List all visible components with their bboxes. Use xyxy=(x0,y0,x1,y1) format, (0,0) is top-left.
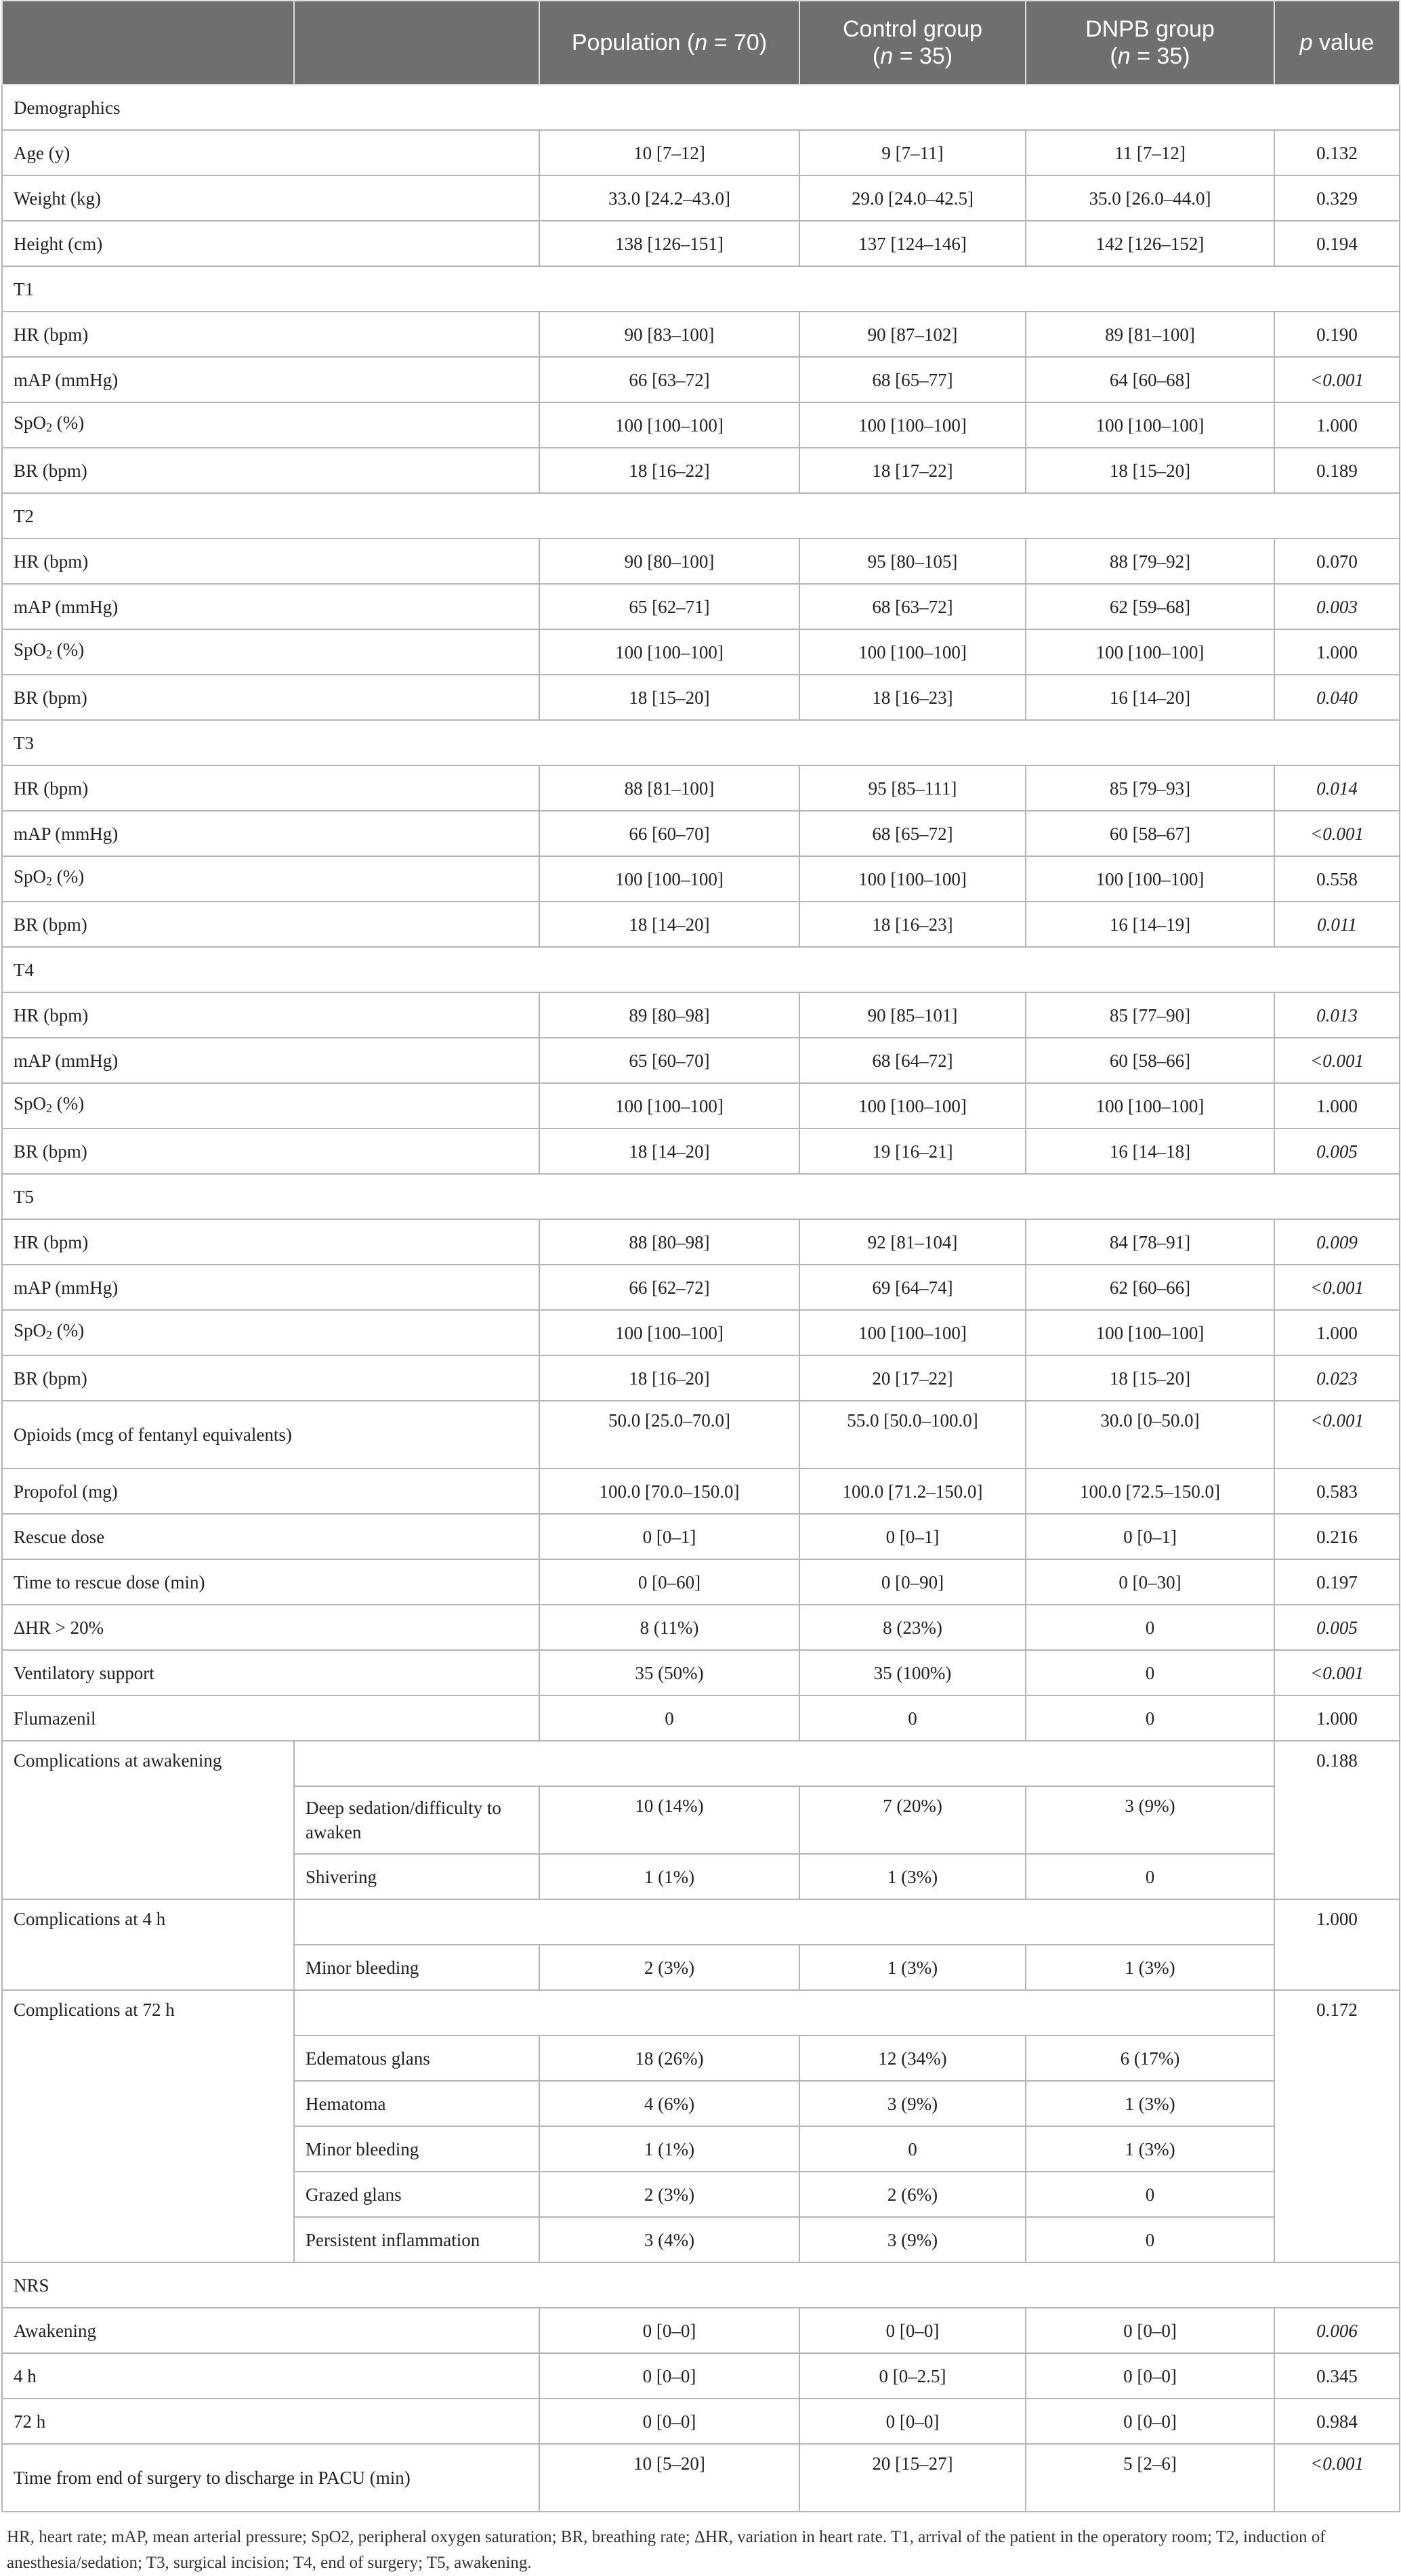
table-footnote: HR, heart rate; mAP, mean arterial pressure; SpO2, peripheral oxygen saturation; BR, breathing rate; ΔHR, variation in heart rate. T1, arrival of the patient in the operatory room; T2, induction of anesthesia/sedation; T3, surgical incision; T4, end of surgery; T5, awakening. xyxy=(7,2528,1326,2572)
cell-dnpb: 62 [59–68] xyxy=(1026,584,1274,629)
table-row xyxy=(2,448,1400,493)
cell-pvalue: 0.188 xyxy=(1274,1741,1400,1899)
cell-pvalue: 0.070 xyxy=(1274,539,1400,584)
cell-population: 35 (50%) xyxy=(539,1650,799,1695)
cell-pvalue: 0.013 xyxy=(1274,992,1400,1038)
cell-control: 20 [15–27] xyxy=(799,2444,1026,2512)
section-label: T3 xyxy=(2,720,1400,765)
row-label: HR (bpm) xyxy=(2,765,539,811)
cell-dnpb: 0 xyxy=(1026,2217,1274,2262)
table-row xyxy=(2,1265,1400,1310)
cell-population: 0 [0–0] xyxy=(539,2308,799,2353)
row-label: HR (bpm) xyxy=(2,312,539,357)
cell-population: 88 [81–100] xyxy=(539,765,799,811)
table-row xyxy=(2,1695,1400,1741)
table-row xyxy=(2,1128,1400,1174)
header-blank-2 xyxy=(294,1,539,85)
cell-pvalue: 0.006 xyxy=(1274,2308,1400,2353)
cell-control: 1 (3%) xyxy=(799,1854,1026,1899)
row-label: mAP (mmHg) xyxy=(2,811,539,856)
row-label: SpO$_2$ (%) xyxy=(2,1083,539,1128)
table-row xyxy=(2,539,1400,584)
cell-population: 2 (3%) xyxy=(539,1945,799,1990)
cell-population: 66 [62–72] xyxy=(539,1265,799,1310)
cell-pvalue: 0.190 xyxy=(1274,312,1400,357)
cell-pvalue: 0.005 xyxy=(1274,1128,1400,1174)
cell-dnpb: 62 [60–66] xyxy=(1026,1265,1274,1310)
cell-control: 95 [80–105] xyxy=(799,539,1026,584)
cell-population: 0 xyxy=(539,1695,799,1741)
cell-population: 1 (1%) xyxy=(539,2126,799,2172)
cell-population: 18 [14–20] xyxy=(539,902,799,947)
section-row xyxy=(2,1174,1400,1219)
table-row xyxy=(2,1469,1400,1514)
cell-control: 90 [85–101] xyxy=(799,992,1026,1038)
cell-dnpb: 3 (9%) xyxy=(1026,1786,1274,1854)
cell-pvalue: 0.194 xyxy=(1274,221,1400,266)
cell-dnpb: 0 [0–1] xyxy=(1026,1514,1274,1559)
cell-population: 100 [100–100] xyxy=(539,629,799,675)
cell-dnpb: 18 [15–20] xyxy=(1026,448,1274,493)
cell-dnpb: 6 (17%) xyxy=(1026,2035,1274,2081)
table-row xyxy=(2,2353,1400,2399)
row-label: Grazed glans xyxy=(294,2172,539,2217)
row-label: Minor bleeding xyxy=(294,1945,539,1990)
cell-dnpb: 0 [0–0] xyxy=(1026,2353,1274,2399)
cell-pvalue: <0.001 xyxy=(1274,1401,1400,1469)
row-label: 4 h xyxy=(2,2353,539,2399)
cell-control: 3 (9%) xyxy=(799,2217,1026,2262)
cell-control: 100 [100–100] xyxy=(799,1310,1026,1355)
row-label: HR (bpm) xyxy=(2,539,539,584)
cell-population: 88 [80–98] xyxy=(539,1219,799,1265)
cell-population: 100 [100–100] xyxy=(539,402,799,448)
cell-control: 7 (20%) xyxy=(799,1786,1026,1854)
row-label: Ventilatory support xyxy=(2,1650,539,1695)
row-label: BR (bpm) xyxy=(2,448,539,493)
table-row xyxy=(2,2308,1400,2353)
section-label: T5 xyxy=(2,1174,1400,1219)
group-row xyxy=(2,1899,1400,1945)
row-label: Persistent inflammation xyxy=(294,2217,539,2262)
table-row xyxy=(2,1219,1400,1265)
cell-population: 0 [0–0] xyxy=(539,2353,799,2399)
cell-pvalue: 0.189 xyxy=(1274,448,1400,493)
row-label: ΔHR > 20% xyxy=(2,1605,539,1650)
row-label: Shivering xyxy=(294,1854,539,1899)
group-blank xyxy=(294,1990,1274,2035)
cell-dnpb: 16 [14–20] xyxy=(1026,675,1274,720)
cell-dnpb: 60 [58–66] xyxy=(1026,1038,1274,1083)
row-label: Age (y) xyxy=(2,130,539,175)
cell-population: 18 [16–22] xyxy=(539,448,799,493)
cell-dnpb: 16 [14–18] xyxy=(1026,1128,1274,1174)
cell-control: 29.0 [24.0–42.5] xyxy=(799,175,1026,221)
row-label: 72 h xyxy=(2,2399,539,2444)
cell-control: 69 [64–74] xyxy=(799,1265,1026,1310)
cell-dnpb: 30.0 [0–50.0] xyxy=(1026,1401,1274,1469)
cell-pvalue: <0.001 xyxy=(1274,1650,1400,1695)
cell-control: 20 [17–22] xyxy=(799,1355,1026,1401)
section-row xyxy=(2,493,1400,539)
cell-control: 18 [17–22] xyxy=(799,448,1026,493)
row-label: Propofol (mg) xyxy=(2,1469,539,1514)
cell-pvalue: 0.132 xyxy=(1274,130,1400,175)
cell-dnpb: 88 [79–92] xyxy=(1026,539,1274,584)
cell-population: 100 [100–100] xyxy=(539,1310,799,1355)
cell-control: 92 [81–104] xyxy=(799,1219,1026,1265)
table-row xyxy=(2,1514,1400,1559)
cell-pvalue: 1.000 xyxy=(1274,629,1400,675)
cell-dnpb: 100 [100–100] xyxy=(1026,629,1274,675)
cell-population: 89 [80–98] xyxy=(539,992,799,1038)
cell-dnpb: 142 [126–152] xyxy=(1026,221,1274,266)
row-label: Edematous glans xyxy=(294,2035,539,2081)
cell-control: 68 [64–72] xyxy=(799,1038,1026,1083)
row-label: Opioids (mcg of fentanyl equivalents) xyxy=(2,1401,539,1469)
cell-dnpb: 100 [100–100] xyxy=(1026,1310,1274,1355)
row-label: mAP (mmHg) xyxy=(2,1038,539,1083)
cell-pvalue: 0.011 xyxy=(1274,902,1400,947)
table-row xyxy=(2,1559,1400,1605)
row-label: HR (bpm) xyxy=(2,1219,539,1265)
cell-pvalue: 0.005 xyxy=(1274,1605,1400,1650)
cell-dnpb: 100 [100–100] xyxy=(1026,402,1274,448)
cell-control: 68 [65–77] xyxy=(799,357,1026,402)
cell-population: 50.0 [25.0–70.0] xyxy=(539,1401,799,1469)
cell-population: 33.0 [24.2–43.0] xyxy=(539,175,799,221)
group-label: Complications at 4 h xyxy=(2,1899,294,1990)
cell-pvalue: 1.000 xyxy=(1274,1310,1400,1355)
header-population: Population (n = 70) xyxy=(539,1,799,85)
group-blank xyxy=(294,1741,1274,1786)
cell-pvalue: 0.345 xyxy=(1274,2353,1400,2399)
cell-population: 66 [60–70] xyxy=(539,811,799,856)
cell-dnpb: 0 xyxy=(1026,1695,1274,1741)
cell-population: 10 (14%) xyxy=(539,1786,799,1854)
table-row xyxy=(2,1401,1400,1469)
row-label: Deep sedation/difficulty to awaken xyxy=(294,1786,539,1854)
cell-control: 1 (3%) xyxy=(799,1945,1026,1990)
cell-control: 19 [16–21] xyxy=(799,1128,1026,1174)
row-label: Weight (kg) xyxy=(2,175,539,221)
cell-control: 0 [0–0] xyxy=(799,2308,1026,2353)
row-label: BR (bpm) xyxy=(2,1128,539,1174)
cell-pvalue: 0.014 xyxy=(1274,765,1400,811)
table-row xyxy=(2,357,1400,402)
cell-pvalue: 1.000 xyxy=(1274,1083,1400,1128)
row-label: HR (bpm) xyxy=(2,992,539,1038)
cell-control: 9 [7–11] xyxy=(799,130,1026,175)
row-label: mAP (mmHg) xyxy=(2,357,539,402)
cell-pvalue: 0.583 xyxy=(1274,1469,1400,1514)
cell-dnpb: 0 xyxy=(1026,1650,1274,1695)
row-label: Minor bleeding xyxy=(294,2126,539,2172)
group-row xyxy=(2,1990,1400,2035)
cell-control: 100.0 [71.2–150.0] xyxy=(799,1469,1026,1514)
table-body xyxy=(2,85,1400,2512)
cell-dnpb: 100.0 [72.5–150.0] xyxy=(1026,1469,1274,1514)
cell-dnpb: 5 [2–6] xyxy=(1026,2444,1274,2512)
section-label: T1 xyxy=(2,266,1400,312)
cell-population: 1 (1%) xyxy=(539,1854,799,1899)
cell-control: 100 [100–100] xyxy=(799,402,1026,448)
cell-dnpb: 16 [14–19] xyxy=(1026,902,1274,947)
cell-population: 90 [83–100] xyxy=(539,312,799,357)
cell-control: 18 [16–23] xyxy=(799,675,1026,720)
cell-control: 18 [16–23] xyxy=(799,902,1026,947)
table-row xyxy=(2,1650,1400,1695)
cell-pvalue: 0.216 xyxy=(1274,1514,1400,1559)
cell-control: 0 [0–1] xyxy=(799,1514,1026,1559)
cell-population: 65 [60–70] xyxy=(539,1038,799,1083)
cell-pvalue: <0.001 xyxy=(1274,1265,1400,1310)
cell-population: 66 [63–72] xyxy=(539,357,799,402)
section-row xyxy=(2,720,1400,765)
cell-pvalue: 0.558 xyxy=(1274,856,1400,902)
results-table xyxy=(1,0,1400,2512)
row-label: SpO$_2$ (%) xyxy=(2,402,539,448)
cell-dnpb: 35.0 [26.0–44.0] xyxy=(1026,175,1274,221)
cell-pvalue: <0.001 xyxy=(1274,357,1400,402)
cell-dnpb: 84 [78–91] xyxy=(1026,1219,1274,1265)
table-row xyxy=(2,992,1400,1038)
table-row xyxy=(2,902,1400,947)
table-row xyxy=(2,675,1400,720)
row-label: Awakening xyxy=(2,2308,539,2353)
section-row xyxy=(2,947,1400,992)
row-label: SpO$_2$ (%) xyxy=(2,1310,539,1355)
row-label: Flumazenil xyxy=(2,1695,539,1741)
cell-population: 65 [62–71] xyxy=(539,584,799,629)
table-header xyxy=(2,1,1400,85)
group-label: Complications at 72 h xyxy=(2,1990,294,2262)
cell-dnpb: 100 [100–100] xyxy=(1026,856,1274,902)
row-label: Rescue dose xyxy=(2,1514,539,1559)
table-row xyxy=(2,175,1400,221)
row-label: mAP (mmHg) xyxy=(2,1265,539,1310)
cell-control: 12 (34%) xyxy=(799,2035,1026,2081)
cell-dnpb: 89 [81–100] xyxy=(1026,312,1274,357)
cell-control: 8 (23%) xyxy=(799,1605,1026,1650)
cell-pvalue: <0.001 xyxy=(1274,1038,1400,1083)
group-blank xyxy=(294,1899,1274,1945)
cell-dnpb: 64 [60–68] xyxy=(1026,357,1274,402)
cell-pvalue: 1.000 xyxy=(1274,402,1400,448)
cell-population: 18 [15–20] xyxy=(539,675,799,720)
cell-dnpb: 0 [0–0] xyxy=(1026,2399,1274,2444)
cell-dnpb: 60 [58–67] xyxy=(1026,811,1274,856)
row-label: SpO$_2$ (%) xyxy=(2,629,539,675)
cell-population: 0 [0–60] xyxy=(539,1559,799,1605)
cell-control: 100 [100–100] xyxy=(799,856,1026,902)
cell-population: 8 (11%) xyxy=(539,1605,799,1650)
header-dnpb: DNPB group (n = 35) xyxy=(1026,1,1274,85)
cell-population: 90 [80–100] xyxy=(539,539,799,584)
cell-dnpb: 18 [15–20] xyxy=(1026,1355,1274,1401)
cell-pvalue: <0.001 xyxy=(1274,811,1400,856)
cell-control: 100 [100–100] xyxy=(799,1083,1026,1128)
cell-pvalue: 0.003 xyxy=(1274,584,1400,629)
table-row xyxy=(2,1038,1400,1083)
cell-dnpb: 0 xyxy=(1026,2172,1274,2217)
cell-control: 2 (6%) xyxy=(799,2172,1026,2217)
row-label: BR (bpm) xyxy=(2,1355,539,1401)
table-row xyxy=(2,629,1400,675)
table-row xyxy=(2,584,1400,629)
cell-control: 137 [124–146] xyxy=(799,221,1026,266)
table-row xyxy=(2,130,1400,175)
cell-pvalue: <0.001 xyxy=(1274,2444,1400,2512)
cell-pvalue: 0.329 xyxy=(1274,175,1400,221)
section-label: T4 xyxy=(2,947,1400,992)
cell-population: 100 [100–100] xyxy=(539,856,799,902)
cell-dnpb: 0 xyxy=(1026,1605,1274,1650)
row-label: Time from end of surgery to discharge in PACU (min) xyxy=(2,2444,539,2512)
cell-population: 3 (4%) xyxy=(539,2217,799,2262)
table-row xyxy=(2,2444,1400,2512)
cell-population: 138 [126–151] xyxy=(539,221,799,266)
row-label: mAP (mmHg) xyxy=(2,584,539,629)
cell-pvalue: 0.172 xyxy=(1274,1990,1400,2262)
cell-dnpb: 85 [77–90] xyxy=(1026,992,1274,1038)
header-control: Control group (n = 35) xyxy=(799,1,1026,85)
cell-control: 55.0 [50.0–100.0] xyxy=(799,1401,1026,1469)
cell-control: 0 xyxy=(799,2126,1026,2172)
row-label: SpO$_2$ (%) xyxy=(2,856,539,902)
section-row xyxy=(2,2262,1400,2308)
cell-dnpb: 0 [0–30] xyxy=(1026,1559,1274,1605)
cell-dnpb: 1 (3%) xyxy=(1026,2081,1274,2126)
cell-population: 18 (26%) xyxy=(539,2035,799,2081)
cell-control: 100 [100–100] xyxy=(799,629,1026,675)
cell-population: 18 [14–20] xyxy=(539,1128,799,1174)
cell-control: 0 [0–0] xyxy=(799,2399,1026,2444)
header-blank-1 xyxy=(2,1,294,85)
cell-pvalue: 1.000 xyxy=(1274,1899,1400,1990)
cell-population: 100 [100–100] xyxy=(539,1083,799,1128)
cell-pvalue: 1.000 xyxy=(1274,1695,1400,1741)
cell-control: 35 (100%) xyxy=(799,1650,1026,1695)
table-row xyxy=(2,1083,1400,1128)
cell-population: 4 (6%) xyxy=(539,2081,799,2126)
cell-control: 68 [63–72] xyxy=(799,584,1026,629)
row-label: Hematoma xyxy=(294,2081,539,2126)
section-label: Demographics xyxy=(2,85,1400,130)
cell-pvalue: 0.197 xyxy=(1274,1559,1400,1605)
table-row xyxy=(2,312,1400,357)
group-label: Complications at awakening xyxy=(2,1741,294,1899)
row-label: BR (bpm) xyxy=(2,902,539,947)
table-row xyxy=(2,856,1400,902)
table-row xyxy=(2,1605,1400,1650)
cell-dnpb: 1 (3%) xyxy=(1026,2126,1274,2172)
table-row xyxy=(2,1355,1400,1401)
cell-population: 10 [7–12] xyxy=(539,130,799,175)
cell-pvalue: 0.984 xyxy=(1274,2399,1400,2444)
section-row xyxy=(2,266,1400,312)
row-label: BR (bpm) xyxy=(2,675,539,720)
row-label: Time to rescue dose (min) xyxy=(2,1559,539,1605)
table-row xyxy=(2,402,1400,448)
cell-dnpb: 1 (3%) xyxy=(1026,1945,1274,1990)
header-pvalue: p value xyxy=(1274,1,1400,85)
group-row xyxy=(2,1741,1400,1786)
cell-population: 100.0 [70.0–150.0] xyxy=(539,1469,799,1514)
cell-control: 0 [0–2.5] xyxy=(799,2353,1026,2399)
cell-control: 0 xyxy=(799,1695,1026,1741)
table-row xyxy=(2,811,1400,856)
cell-population: 0 [0–0] xyxy=(539,2399,799,2444)
section-row xyxy=(2,85,1400,130)
cell-population: 18 [16–20] xyxy=(539,1355,799,1401)
cell-population: 0 [0–1] xyxy=(539,1514,799,1559)
cell-population: 10 [5–20] xyxy=(539,2444,799,2512)
section-label: NRS xyxy=(2,2262,1400,2308)
cell-dnpb: 85 [79–93] xyxy=(1026,765,1274,811)
table-row xyxy=(2,765,1400,811)
cell-control: 68 [65–72] xyxy=(799,811,1026,856)
row-label: Height (cm) xyxy=(2,221,539,266)
cell-control: 3 (9%) xyxy=(799,2081,1026,2126)
cell-dnpb: 0 [0–0] xyxy=(1026,2308,1274,2353)
table-row xyxy=(2,2399,1400,2444)
cell-population: 2 (3%) xyxy=(539,2172,799,2217)
cell-pvalue: 0.040 xyxy=(1274,675,1400,720)
section-label: T2 xyxy=(2,493,1400,539)
table-row xyxy=(2,1310,1400,1355)
cell-control: 0 [0–90] xyxy=(799,1559,1026,1605)
cell-dnpb: 11 [7–12] xyxy=(1026,130,1274,175)
cell-dnpb: 100 [100–100] xyxy=(1026,1083,1274,1128)
cell-dnpb: 0 xyxy=(1026,1854,1274,1899)
cell-control: 90 [87–102] xyxy=(799,312,1026,357)
cell-pvalue: 0.023 xyxy=(1274,1355,1400,1401)
table-row xyxy=(2,221,1400,266)
cell-control: 95 [85–111] xyxy=(799,765,1026,811)
cell-pvalue: 0.009 xyxy=(1274,1219,1400,1265)
